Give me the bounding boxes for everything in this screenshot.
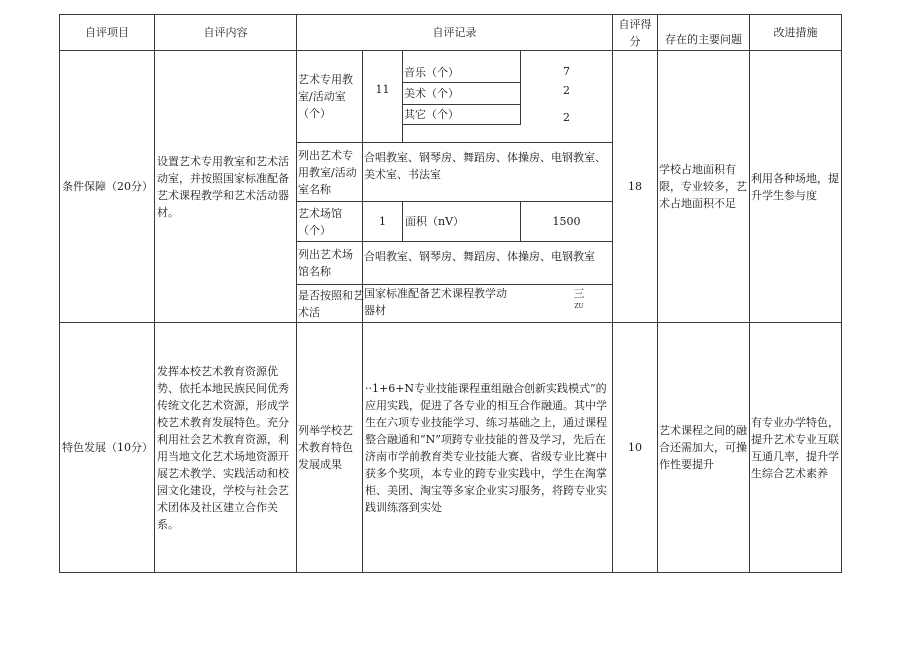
table-border-bottom — [59, 572, 842, 573]
section-item: 条件保障（20分） — [62, 180, 153, 193]
section-measures: 利用各种场地，提升学生参与度 — [751, 171, 839, 202]
section-item: 特色发展（10分） — [62, 441, 153, 454]
room-names-value: 合唱教室、钢琴房、舞蹈房、体操房、电钢教室、美术室、书法室 — [364, 150, 606, 181]
achievements-value: ··1+6+N专业技能课程重组融合创新实践模式”的应用实践，促进了各专业的相互合作融通。其中学生在六项专业技能学习、练习基础之上，通过课程整合融通和“N”项跨专业技能的普及学习，先后在济南市学前教育类专业技能大赛、省级专业比赛中获多个奖项，本专业的跨专业实践中，学生在淘掌柜、美团、淘宝等多家企业实习服务，将跨专业实践训练落到实处 — [365, 381, 607, 514]
header-problems: 存在的主要问题 — [665, 33, 742, 46]
table-border-left — [59, 14, 60, 573]
record-divider — [362, 322, 363, 573]
section-content: 发挥本校艺术教育资源优势、依托本地民族民间优秀传统文化艺术资源，形成学校艺术教育发展特色。充分利用社会艺术教育资源，利用当地文化艺术场地资源开展艺术教学、实践活动和校园文化建设，学校与社会艺术团体及社区建立合作关系。 — [157, 364, 289, 531]
standard-mark-small: ZU — [574, 302, 584, 310]
section-problems: 艺术课程之间的融合还需加大，可操作性要提升 — [659, 424, 747, 471]
room-type-count: 2 — [563, 83, 570, 97]
section-content: 设置艺术专用教室和艺术活动室，并按照国家标准配备艺术课程教学和艺术活动器材。 — [157, 154, 289, 219]
venues-area-value: 1500 — [552, 215, 581, 228]
col-divider — [657, 14, 658, 573]
header-content: 自评内容 — [203, 26, 248, 39]
standard-label: 是否按照和艺术活 — [298, 288, 364, 319]
venue-names-value: 合唱教室、钢琴房、舞蹈房、体操房、电钢教室 — [364, 249, 595, 263]
venues-count: 1 — [379, 215, 386, 228]
header-measures: 改进措施 — [773, 26, 818, 39]
room-type-name: 美术（个） — [404, 87, 459, 100]
rooms-label: 艺术专用教室/活动室（个） — [298, 73, 353, 120]
table-border-right — [841, 14, 842, 573]
section-problems: 学校占地面积有限，专业较多，艺术占地面积不足 — [659, 163, 747, 210]
room-type-name: 音乐（个） — [404, 65, 459, 79]
header-score: 自评得分 — [618, 17, 652, 48]
standard-value: 国家标准配备艺术课程教学动器材 — [364, 287, 507, 317]
room-type-count: 2 — [563, 110, 570, 124]
venue-names-label: 列出艺术场馆名称 — [298, 248, 353, 278]
col-divider — [154, 14, 155, 573]
section-score: 18 — [628, 180, 642, 193]
room-names-label: 列出艺术专用教室/活动室名称 — [298, 148, 357, 196]
section-score: 10 — [628, 441, 642, 454]
col-divider — [296, 14, 297, 573]
section-measures: 有专业办学特色，提升艺术专业互联互通几率，提升学生综合艺术素养 — [751, 415, 839, 480]
achievements-label: 列举学校艺术教育特色发展成果 — [298, 424, 353, 471]
header-record: 自评记录 — [432, 26, 477, 39]
rooms-total: 11 — [375, 82, 390, 96]
record-divider — [402, 201, 403, 241]
header-item: 自评项目 — [85, 26, 129, 39]
record-divider — [402, 50, 403, 142]
venues-area-label: 面积（nV） — [405, 215, 465, 228]
room-type-count: 7 — [563, 64, 570, 78]
record-divider — [402, 124, 520, 125]
standard-mark: 三 — [573, 286, 585, 300]
venues-label: 艺术场馆（个） — [298, 206, 342, 237]
room-type-name: 其它（个） — [404, 108, 459, 121]
